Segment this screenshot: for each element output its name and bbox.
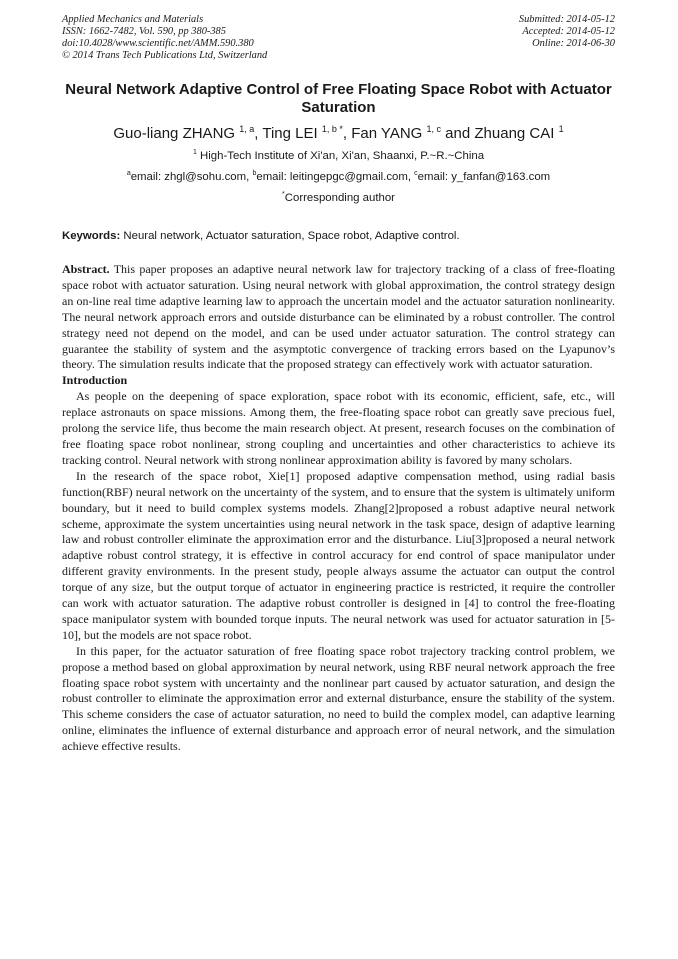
abstract-text: This paper proposes an adaptive neural network law for trajectory tracking of a class of free-floating space robot with actuator saturation. Using neural network with global approximation, the control strategy design an on-line real time adaptive learning law to approach the uncertain model and the actuator saturation nonlinearity. The neural network approach errors and outside disturbance can be eliminated by a robust controller. The control strategy need not depend on the model, and can be used under actuator saturation. The control strategy can guarantee the stability of system and the asymptotic convergence of tracking errors based on the Lyapunov’s theory. The simulation results indicate that the proposed strategy can effectively work with actuator saturation. [62, 262, 615, 372]
email-mark: a [126, 170, 131, 177]
corresponding-mark: * [282, 191, 285, 198]
paper-title: Neural Network Adaptive Control of Free Floating Space Robot with Actuator Saturation [65, 81, 612, 116]
journal-info [62, 14, 382, 62]
corresponding-author [62, 191, 615, 205]
author-name: Zhuang CAI [474, 125, 555, 142]
author-emails [62, 170, 615, 184]
intro-paragraph: In the research of the space robot, Xie[1] proposed adaptive compensation method, using radial basis function(RBF) neural network on the uncertainty of the system, and to ensure that the system is ultimately uniform boundary, but it need to build complex systems models. Zhang[2]proposed a robust adaptive neural network scheme, approximate the system uncertainties using neural network in the task space, design of adaptive learning law and robust controller eliminate the approximation error and the disturbance. Liu[3]proposed a neural network adaptive robust control strategy, it is effective in control accuracy for end control of space manipulator under different gravity environments. In the present study, people always assume the actuator can output the control torque of any size, but the output torque of actuator in engineering practice is restricted, it require the controller can work with actuator saturation. The adaptive robust controller is designed in [4] to control the free-floating space manipulator system with bounded torque inputs. The neural network was used for actuator saturation in [5-10], but the models are not space robot. [62, 468, 615, 642]
author-affiliation-mark: 1, c [426, 124, 442, 134]
abstract [62, 262, 615, 373]
author-affiliation-mark: 1 [558, 124, 564, 134]
paper-body [62, 262, 615, 755]
corresponding-text: Corresponding author [284, 192, 395, 204]
email-mark: b [252, 170, 257, 177]
journal-doi: doi:10.4028/www.scientific.net/AMM.590.380 [62, 38, 254, 49]
intro-paragraph: As people on the deepening of space exploration, space robot with its economic, efficient, safe, etc., will replace astronauts on space missions. Among them, the free-floating space robot can greatly save precious fuel, prolong the service life, thus become the main research object. At present, research focuses on the combination of free floating space robot nonlinear, strong coupling and uncertainties and other characteristics to achieve its tracking control. Neural network with strong nonlinear approximation ability is favored by many scholars. [62, 389, 615, 467]
email-link[interactable]: email: zhgl@sohu.com, [130, 171, 253, 183]
affiliation-mark: 1 [192, 149, 197, 156]
publication-dates [395, 14, 615, 50]
affiliation [62, 149, 615, 163]
affiliation-text: High-Tech Institute of Xi'an, Xi'an, Shaanxi, P.~R.~China [200, 150, 485, 162]
abstract-label: Abstract. [62, 262, 110, 276]
email-link[interactable]: email: y_fanfan@163.com [417, 171, 551, 183]
author-name: Fan YANG [351, 125, 423, 142]
author-list [62, 125, 615, 143]
author-separator: , [254, 125, 263, 142]
date-accepted: Accepted: 2014-05-12 [522, 26, 615, 37]
keywords [62, 229, 615, 243]
journal-issn: ISSN: 1662-7482, Vol. 590, pp 380-385 [62, 26, 226, 37]
author-affiliation-mark: 1, b * [321, 124, 343, 134]
date-submitted: Submitted: 2014-05-12 [518, 14, 615, 25]
date-online: Online: 2014-06-30 [532, 38, 615, 49]
author-name: Guo-liang ZHANG [113, 125, 236, 142]
section-heading-introduction: Introduction [62, 373, 128, 388]
journal-name: Applied Mechanics and Materials [62, 14, 204, 25]
author-separator: and [441, 125, 475, 142]
intro-paragraph: In this paper, for the actuator saturation of free floating space robot trajectory tracking control problem, we propose a method based on global approximation by neural network, using RBF neural network approach the free floating space robot system with uncertainty and the nonlinear part caused by actuator saturation, and design the robust controller to eliminate the approximation error and external disturbance, ensure the stability of the system. This scheme considers the case of actuator saturation, no need to build the complex model, can adaptive learning online, eliminates the influence of external disturbance and approach error of neural network, and the simulation achieve effective results. [62, 643, 615, 754]
email-link[interactable]: email: leitingepgc@gmail.com, [256, 171, 415, 183]
keywords-label: Keywords: [62, 230, 121, 242]
email-mark: c [414, 170, 418, 177]
title-block [62, 81, 615, 205]
author-separator: , [342, 125, 352, 142]
author-name: Ting LEI [262, 125, 318, 142]
journal-copyright: © 2014 Trans Tech Publications Ltd, Switzerland [62, 50, 268, 61]
keywords-text: Neural network, Actuator saturation, Space robot, Adaptive control. [123, 230, 460, 242]
author-affiliation-mark: 1, a [239, 124, 255, 134]
